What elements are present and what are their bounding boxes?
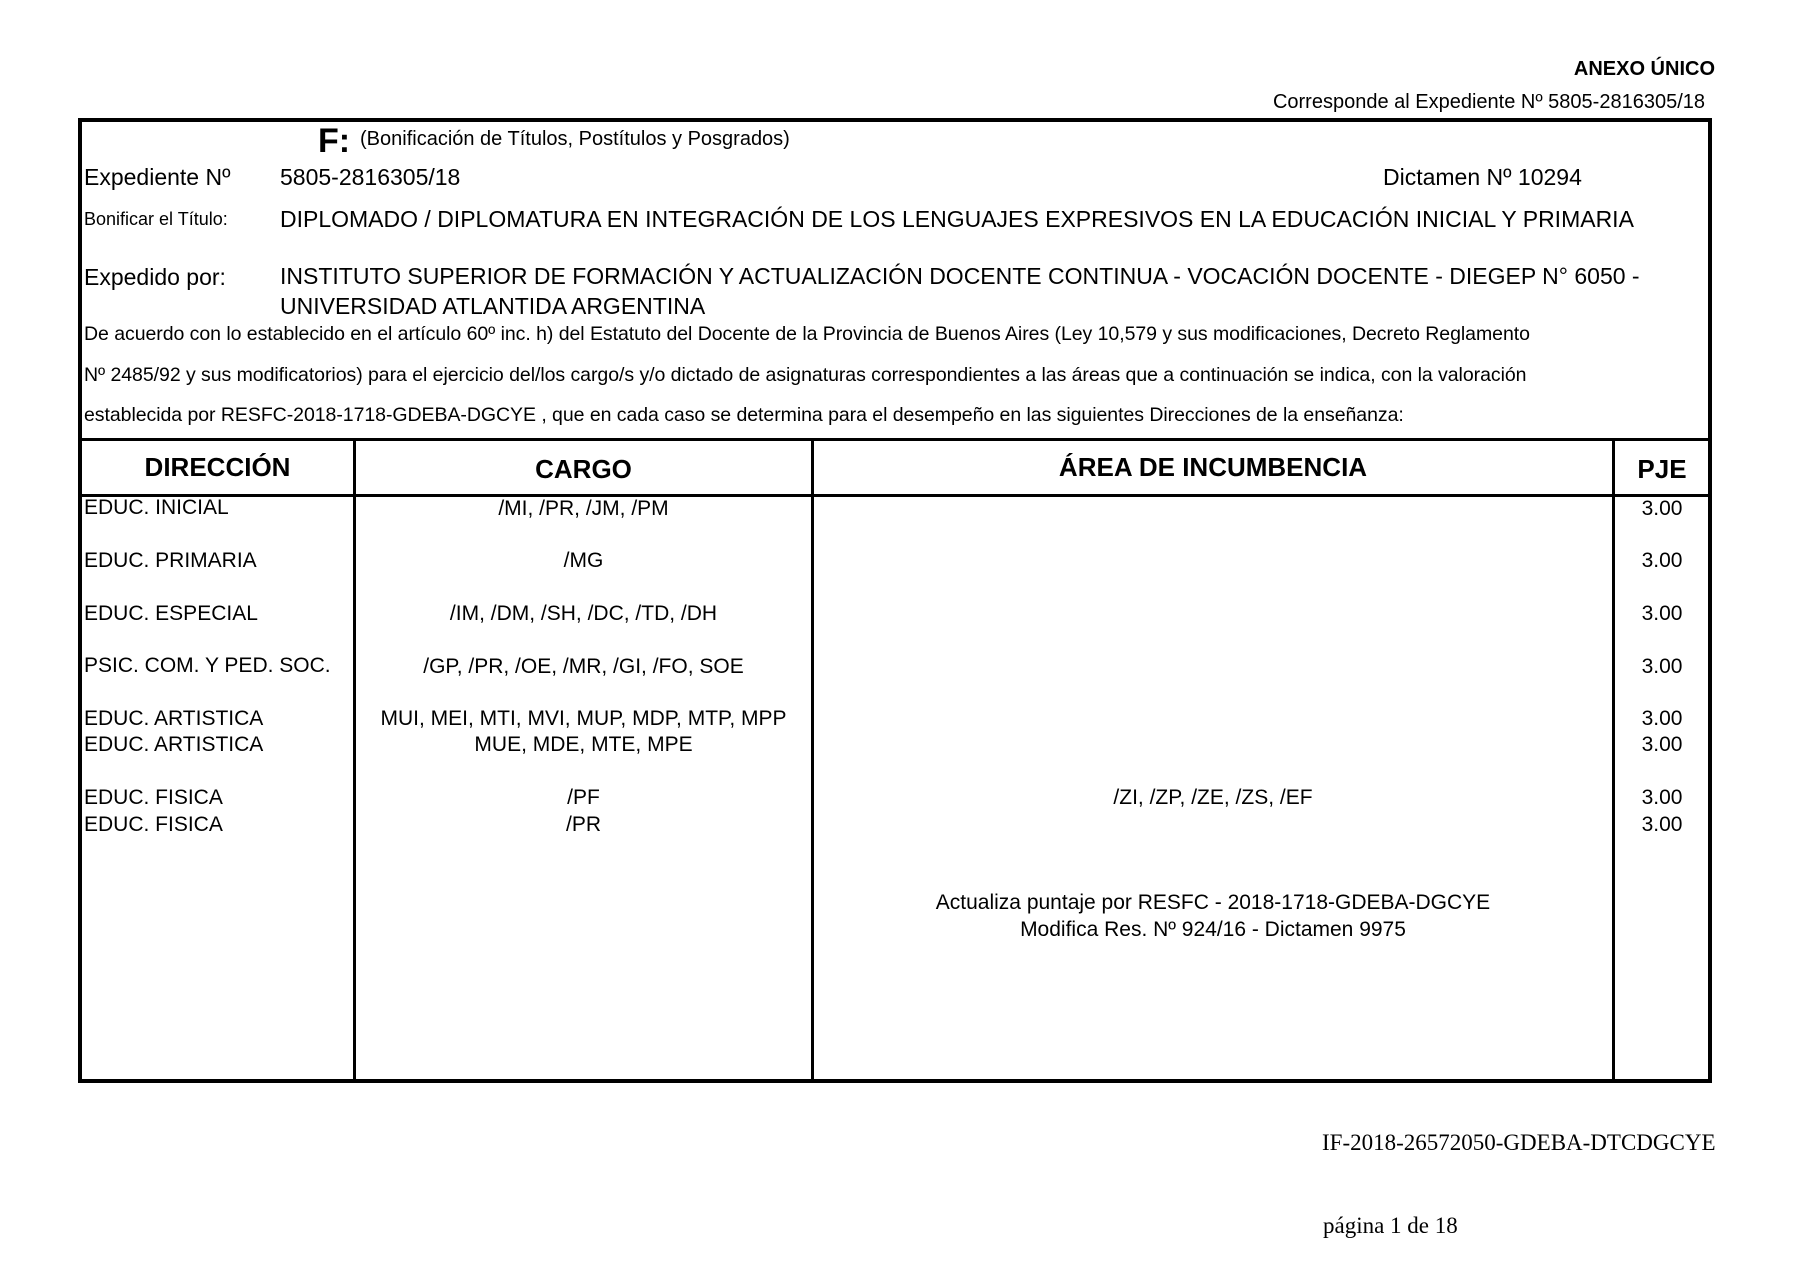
note-line: Modifica Res. Nº 924/16 - Dictamen 9975 bbox=[1020, 918, 1406, 941]
paragraph-line: Nº 2485/92 y sus modificatorios) para el ejercicio del/los cargo/s y/o dictado de asignaturas correspondientes a las áreas que a continuación se indica, con la valoración bbox=[84, 364, 1527, 386]
column-divider bbox=[1612, 440, 1615, 1081]
cell-direccion: EDUC. ESPECIAL bbox=[84, 602, 258, 625]
cell-direccion: EDUC. FISICA bbox=[84, 786, 223, 809]
cell-direccion: PSIC. COM. Y PED. SOC. bbox=[84, 654, 331, 677]
expedido-value-line1: INSTITUTO SUPERIOR DE FORMACIÓN Y ACTUALIZACIÓN DOCENTE CONTINUA - VOCACIÓN DOCENTE - DIEGEP N° 6050 - bbox=[280, 263, 1640, 289]
cell-direccion: EDUC. FISICA bbox=[84, 813, 223, 836]
cell-pje: 3.00 bbox=[1641, 549, 1683, 572]
cell-cargo: /MG bbox=[563, 549, 604, 572]
expedido-label: Expedido por: bbox=[84, 264, 226, 290]
cell-cargo: MUI, MEI, MTI, MVI, MUP, MDP, MTP, MPP bbox=[380, 707, 787, 730]
cell-area: /ZI, /ZP, /ZE, /ZS, /EF bbox=[1113, 786, 1313, 809]
cell-pje: 3.00 bbox=[1641, 497, 1683, 520]
header-cargo: CARGO bbox=[535, 454, 632, 484]
cell-cargo: /PR bbox=[565, 813, 601, 836]
corresponde-expediente: Corresponde al Expediente Nº 5805-2816305/18 bbox=[1272, 91, 1705, 113]
cell-pje: 3.00 bbox=[1641, 813, 1683, 836]
paragraph-line: De acuerdo con lo establecido en el artículo 60º inc. h) del Estatuto del Docente de la Provincia de Buenos Aires (Ley 10,579 y sus modificaciones, Decreto Reglamento bbox=[84, 323, 1530, 345]
cell-cargo: /MI, /PR, /JM, /PM bbox=[498, 497, 669, 520]
header-pje: PJE bbox=[1637, 454, 1687, 484]
header-area: ÁREA DE INCUMBENCIA bbox=[1058, 452, 1368, 482]
column-divider bbox=[811, 440, 814, 1081]
cell-cargo: /GP, /PR, /OE, /MR, /GI, /FO, SOE bbox=[423, 655, 744, 678]
cell-cargo: /IM, /DM, /SH, /DC, /TD, /DH bbox=[449, 602, 718, 625]
dictamen-number: Dictamen Nº 10294 bbox=[1383, 164, 1582, 190]
cell-cargo: /PF bbox=[567, 786, 600, 809]
expediente-label: Expediente Nº bbox=[84, 164, 231, 190]
cell-direccion: EDUC. INICIAL bbox=[84, 496, 229, 519]
cell-pje: 3.00 bbox=[1641, 602, 1683, 625]
annex-title: ANEXO ÚNICO bbox=[1573, 58, 1715, 80]
form-description: (Bonificación de Títulos, Postítulos y Posgrados) bbox=[360, 128, 790, 150]
paragraph-line: establecida por RESFC-2018-1718-GDEBA-DGCYE , que en cada caso se determina para el desempeño en las siguientes Direcciones de la enseñanza: bbox=[84, 404, 1404, 426]
note-line: Actualiza puntaje por RESFC - 2018-1718-GDEBA-DGCYE bbox=[935, 891, 1491, 914]
cell-direccion: EDUC. ARTISTICA bbox=[84, 707, 264, 730]
page-number: página 1 de 18 bbox=[1323, 1213, 1458, 1238]
cell-direccion: EDUC. PRIMARIA bbox=[84, 549, 257, 572]
expedido-value-line2: UNIVERSIDAD ATLANTIDA ARGENTINA bbox=[280, 293, 706, 319]
column-divider bbox=[353, 440, 356, 1081]
expediente-value: 5805-2816305/18 bbox=[280, 164, 461, 190]
header-direccion: DIRECCIÓN bbox=[144, 452, 291, 482]
bonificar-value: DIPLOMADO / DIPLOMATURA EN INTEGRACIÓN DE LOS LENGUAJES EXPRESIVOS EN LA EDUCACIÓN INICIAL Y PRIMARIA bbox=[280, 206, 1634, 232]
cell-pje: 3.00 bbox=[1641, 707, 1683, 730]
cell-cargo: MUE, MDE, MTE, MPE bbox=[474, 733, 693, 756]
cell-pje: 3.00 bbox=[1641, 733, 1683, 756]
table-top-border bbox=[78, 438, 1712, 441]
cell-pje: 3.00 bbox=[1641, 655, 1683, 678]
cell-pje: 3.00 bbox=[1641, 786, 1683, 809]
document-reference: IF-2018-26572050-GDEBA-DTCDGCYE bbox=[1322, 1130, 1716, 1155]
form-letter: F: bbox=[318, 122, 351, 160]
bonificar-label: Bonificar el Título: bbox=[84, 209, 228, 229]
cell-direccion: EDUC. ARTISTICA bbox=[84, 733, 264, 756]
table-header-border bbox=[78, 494, 1712, 497]
